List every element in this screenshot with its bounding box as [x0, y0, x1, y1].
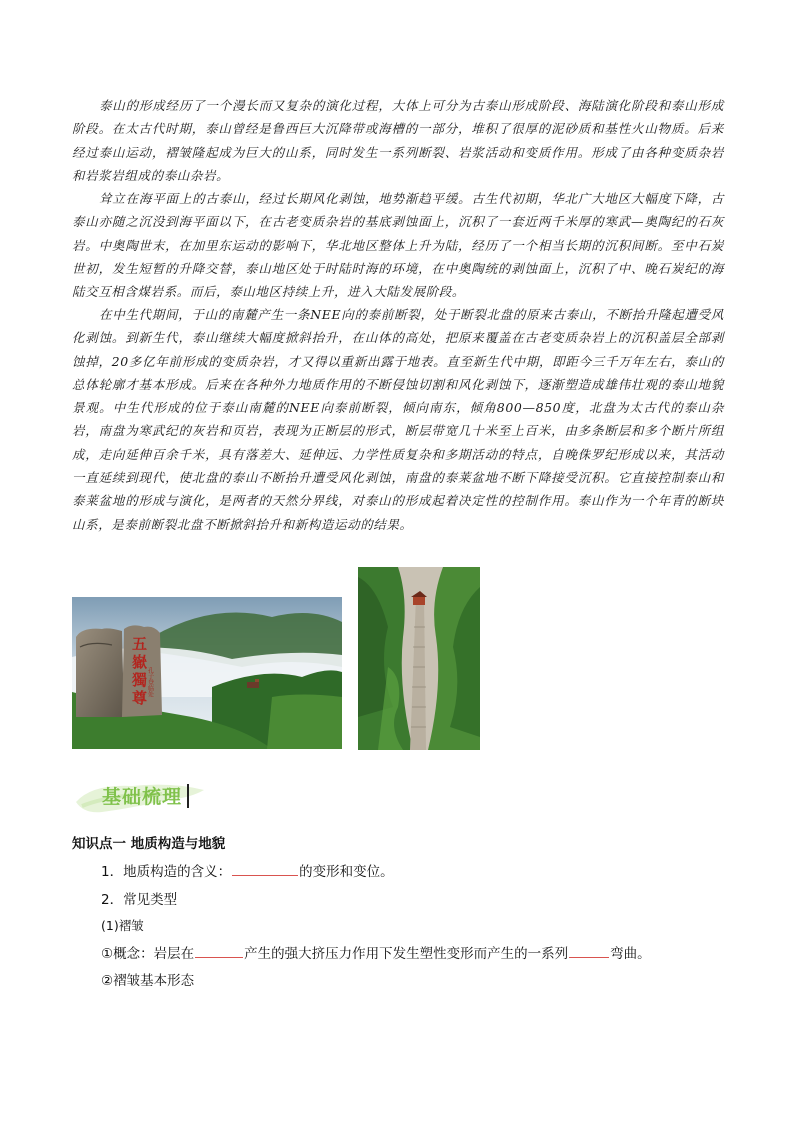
- inscription-char-4: 尊: [132, 689, 148, 707]
- item-geologic-structure-definition: 1．地质构造的含义： 的变形和变位。: [101, 860, 394, 880]
- inscription-char-3: 獨: [132, 671, 148, 689]
- section-title: 基础梳理: [102, 786, 183, 808]
- passage-paragraph-2: 耸立在海平面上的古泰山，经过长期风化剥蚀，地势渐趋平缓。古生代初期，华北广大地区大幅度下降，古泰山亦随之沉没到海平面以下，在古老变质杂岩的基底剥蚀面上，沉积了一套近两千米厚的寒武—奥陶纪的石灰岩。中奥陶世末，在加里东运动的影响下，华北地区整体上升为陆，经历了一个相当长期的沉积间断。至中石炭世初，发生短暂的升降交替，泰山地区处于时陆时海的环境，在中奥陶统的剥蚀面上，沉积了中、晚石炭纪的海陆交互相含煤岩系。而后，泰山地区持续上升，进入大陆发展阶段。: [72, 191, 724, 300]
- passage-paragraph-1: 泰山的形成经历了一个漫长而又复杂的演化过程，大体上可分为古泰山形成阶段、海陆演化阶段和泰山形成阶段。在太古代时期，泰山曾经是鲁西巨大沉降带或海槽的一部分，堆积了很厚的泥砂质和基性火山物质。后来经过泰山运动，褶皱隆起成为巨大的山系，同时发生一系列断裂、岩浆活动和变质作用。形成了由各种变质杂岩和岩浆岩组成的泰山杂岩。: [72, 98, 724, 183]
- section-banner: [72, 772, 222, 820]
- taishan-inscription-photo: [72, 597, 342, 749]
- inscription-char-2: 嶽: [132, 653, 148, 671]
- inscription-small-text: 孔子登临处: [146, 667, 154, 697]
- inscription-char-1: 五: [132, 635, 148, 653]
- text-cursor: [187, 784, 189, 808]
- item-fold-concept: ①概念：岩层在 产生的强大挤压力作用下发生塑性变形而产生的一系列 弯曲。: [101, 942, 651, 962]
- fill-in-blank[interactable]: [195, 944, 243, 959]
- fill-in-blank[interactable]: [569, 944, 609, 959]
- taishan-stairway-photo: [358, 567, 480, 750]
- item-common-types: 2．常见类型: [101, 892, 178, 908]
- item-fold-basic-forms: ②褶皱基本形态: [101, 973, 195, 989]
- passage-paragraph-3: 在中生代期间，于山的南麓产生一条NEE向的泰前断裂，处于断裂北盘的原来古泰山，不断抬升隆起遭受风化剥蚀。到新生代，泰山继续大幅度掀斜抬升，在山体的高处，把原来覆盖在古老变质杂岩上的沉积盖层全部剥蚀掉，20多亿年前形成的变质杂岩，才又得以重新出露于地表。直至新生代中期，即距今三千万年左右，泰山的总体轮廓才基本形成。后来在各种外力地质作用的不断侵蚀切割和风化剥蚀下，逐渐塑造成雄伟壮观的泰山地貌景观。中生代形成的位于泰山南麓的NEE向泰前断裂，倾向南东，倾角800—850度，北盘为太古代的泰山杂岩，南盘为寒武纪的灰岩和页岩，表现为正断层的形式，断层带宽几十米至上百米，由多条断层和多个断片所组成，走向延伸百余千米，具有落差大、延伸远、力学性质复杂和多期活动的特点，自晚侏罗纪形成以来，其活动一直延续到现代，使北盘的泰山不断抬升遭受风化剥蚀，南盘的泰莱盆地不断下降接受沉积。它直接控制泰山和泰莱盆地的形成与演化，是两者的天然分界线，对泰山的形成起着决定性的控制作用。泰山作为一个年青的断块山系，是泰前断裂北盘不断掀斜抬升和新构造运动的结果。: [72, 307, 724, 532]
- fill-in-blank[interactable]: [232, 862, 298, 877]
- knowledge-point-title: 知识点一 地质构造与地貌: [72, 836, 226, 852]
- item-fold: (1)褶皱: [101, 918, 144, 933]
